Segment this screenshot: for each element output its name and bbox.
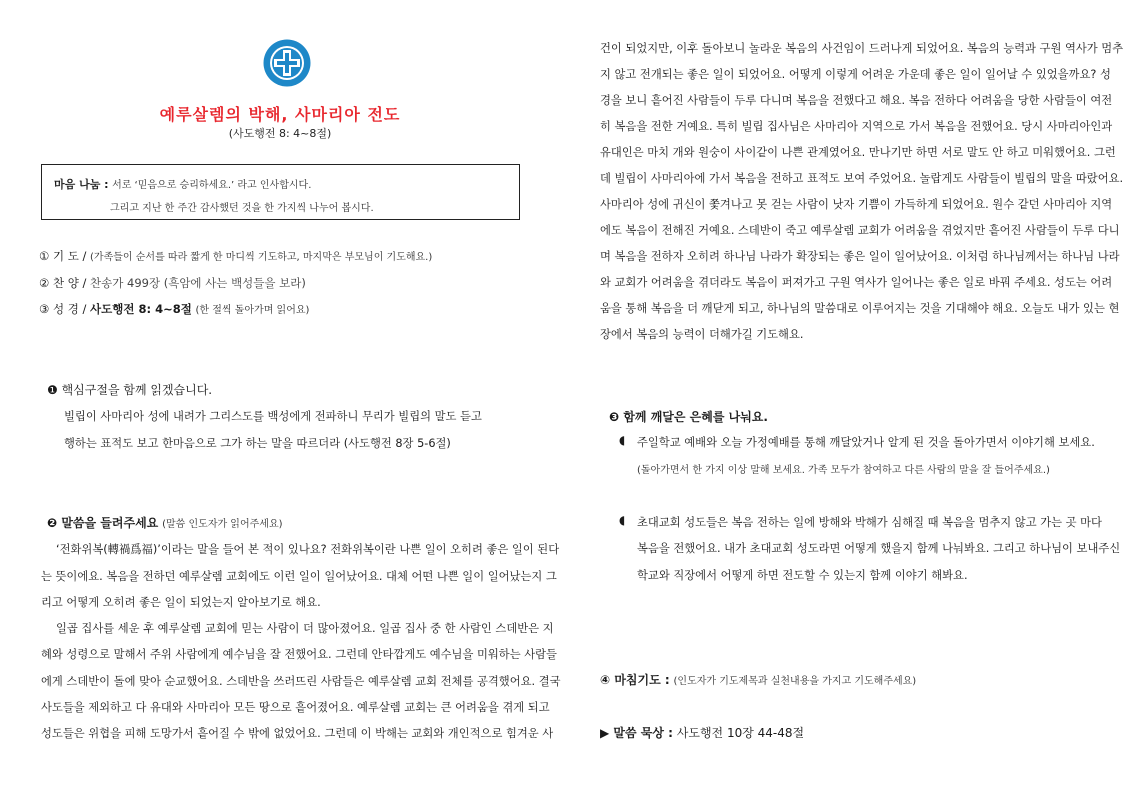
section3-question2-line: 초대교회 성도들은 복음 전하는 일에 방해와 박해가 심해질 때 복음을 멈추지 않고 가는 곳 마다 — [637, 516, 1102, 529]
section2-line: 사도들을 제외하고 다 유대와 사마리아 모든 땅으로 흩어졌어요. 예루살렘 교회는 큰 어려움을 겪게 되고 — [41, 701, 550, 714]
section2-right-line: 며 복음을 전하자 오히려 하나님 나라가 확장되는 좋은 일이 일어났어요. 이처럼 하나님께서는 하나님 나라 — [600, 250, 1120, 263]
order-scripture-label: ③ 성 경 / — [39, 302, 87, 316]
section2-right-line: 유대인은 마치 개와 원숭이 사이같이 나쁜 관계였어요. 만나기만 하면 서로 말도 안 하고 미워했어요. 그런 — [600, 146, 1116, 159]
page-title: 예루살렘의 박해, 사마리아 전도 — [159, 105, 401, 124]
section1-line2: 행하는 표적도 보고 한마음으로 그가 하는 말을 따르더라 (사도행전 8장 5-6절) — [64, 437, 451, 450]
scripture-reference: (사도행전 8: 4~8절) — [228, 127, 332, 140]
order-hymn-text: 찬송가 499장 (흑암에 사는 백성들을 보라) — [90, 276, 306, 290]
order-scripture — [39, 301, 309, 317]
order-hymn — [39, 275, 306, 291]
heart-sharing-text2: 그리고 지난 한 주간 감사했던 것을 한 가지씩 나누어 봅시다. — [110, 203, 374, 214]
section2-line: 성도들은 위협을 피해 도망가서 흩어질 수 밖에 없었어요. 그런데 이 박해는 교회와 개인적으로 힘겨운 사 — [41, 727, 554, 740]
section3-question1: 주일학교 예배와 오늘 가정예배를 통해 깨달았거나 알게 된 것을 돌아가면서 이야기해 보세요. — [637, 436, 1095, 449]
order-prayer — [39, 248, 432, 264]
section2-right-line: 건이 되었지만, 이후 돌아보니 놀라운 복음의 사건임이 드러나게 되었어요. 복음의 능력과 구원 역사가 멈추 — [600, 42, 1123, 55]
section2-line: 일곱 집사를 세운 후 예루살렘 교회에 믿는 사람이 더 많아졌어요. 일곱 집사 중 한 사람인 스데반은 지 — [56, 622, 554, 635]
section2-heading: ❷ 말씀을 들려주세요 — [47, 516, 159, 530]
section3-question2-line: 복음을 전했어요. 내가 초대교회 성도라면 어떻게 했을지 함께 나눠봐요. 그리고 하나님이 보내주신 — [637, 542, 1121, 555]
heart-sharing-line1 — [54, 176, 311, 192]
meditation-text: 사도행전 10장 44-48절 — [676, 726, 805, 740]
section2-right-line: 사마리아 성에 귀신이 쫓겨나고 못 걷는 사람이 낫자 기쁨이 가득하게 되었어요. 원수 같던 사마리아 지역 — [600, 198, 1113, 211]
section2-line: 는 뜻이에요. 복음을 전하던 예루살렘 교회에도 이런 일이 일어났어요. 대체 어떤 나쁜 일이 일어났는지 그 — [41, 570, 557, 583]
section2-note: (말씀 인도자가 읽어주세요) — [162, 519, 283, 530]
section2-line: 에게 스데반이 돌에 맞아 순교했어요. 스데반을 쓰러뜨린 사람들은 예루살렘 교회 전체를 공격했어요. 결국 — [41, 675, 561, 688]
section1-line1: 빌립이 사마리아 성에 내려가 그리스도를 백성에게 전파하니 무리가 빌립의 말도 듣고 — [64, 410, 482, 423]
section2-right-line: 움을 통해 복음을 더 깨닫게 되고, 하나님의 말씀대로 이루어지는 것을 기대해야 해요. 오늘도 내가 있는 현 — [600, 302, 1120, 315]
closing-prayer-text: (인도자가 기도제목과 실천내용을 가지고 기도해주세요) — [673, 676, 917, 687]
heart-sharing-label: 마음 나눔 : — [54, 178, 109, 191]
bullet-icon: ◖ — [619, 433, 626, 447]
section3-question1-note: (돌아가면서 한 가지 이상 말해 보세요. 가족 모두가 참여하고 다른 사람의 말을 잘 들어주세요.) — [637, 465, 1050, 476]
section2-right-line: 지 않고 전개되는 좋은 일이 되었어요. 어떻게 이렇게 어려운 가운데 좋은 일이 일어날 수 있었을까요? 성 — [600, 68, 1111, 81]
section2-line: 혜와 성령으로 말해서 주위 사람에게 예수님을 잘 전했어요. 그런데 안타깝게도 예수님을 미워하는 사람들 — [41, 648, 557, 661]
section3-heading: ❸ 함께 깨달은 은혜를 나눠요. — [609, 410, 768, 424]
section2-right-line: 데 빌립이 사마리아에 가서 복음을 전하고 표적도 보여 주었어요. 놀랍게도 사람들이 빌립의 말을 따랐어요. — [600, 172, 1123, 185]
order-prayer-label: ① 기 도 / — [39, 249, 87, 263]
order-scripture-ref: 사도행전 8: 4~8절 — [90, 302, 192, 316]
meditation — [600, 724, 804, 741]
closing-prayer — [600, 671, 916, 688]
order-prayer-text: (가족들이 순서를 따라 짧게 한 마디씩 기도하고, 마지막은 부모님이 기도해요.) — [90, 252, 433, 263]
section2-right-line: 경을 보니 흩어진 사람들이 두루 다니며 복음을 전했다고 해요. 복음 전하다 어려움을 당한 사람들이 여전 — [600, 94, 1113, 107]
heart-sharing-text1: 서로 ‘믿음으로 승리하세요.’ 라고 인사합시다. — [112, 180, 312, 191]
order-scripture-text: (한 절씩 돌아가며 읽어요) — [195, 305, 310, 316]
bullet-icon: ◖ — [619, 513, 626, 527]
section1-heading: ❶ 핵심구절을 함께 읽겠습니다. — [47, 383, 213, 397]
church-logo-icon — [262, 38, 312, 88]
meditation-label: ▶ 말씀 묵상 : — [600, 726, 673, 740]
section2-line: ‘전화위복(轉禍爲福)’이라는 말을 들어 본 적이 있나요? 전화위복이란 나쁜 일이 오히려 좋은 일이 된다 — [56, 543, 560, 556]
section3-question2-line: 학교와 직장에서 어떻게 하면 전도할 수 있는지 함께 이야기 해봐요. — [637, 569, 968, 582]
section2-right-line: 히 복음을 전한 거예요. 특히 빌립 집사님은 사마리아 지역으로 가서 복음을 전했어요. 당시 사마리아인과 — [600, 120, 1113, 133]
order-hymn-label: ② 찬 양 / — [39, 276, 87, 290]
section2-right-line: 와 교회가 어려움을 겪더라도 복음이 퍼져가고 구원 역사가 일어나는 좋은 일로 바꿔 주세요. 성도는 어려 — [600, 276, 1113, 289]
section2-line: 리고 어떻게 오히려 좋은 일이 되었는지 알아보기로 해요. — [41, 596, 321, 609]
closing-prayer-label: ④ 마침기도 : — [600, 673, 670, 687]
section2-right-line: 장에서 복음의 능력이 더해가길 기도해요. — [600, 328, 804, 341]
section2-heading-row — [47, 514, 283, 531]
section2-right-line: 에도 복음이 전해진 거예요. 스데반이 죽고 예루살렘 교회가 어려움을 겪었지만 흩어진 사람들이 두루 다니 — [600, 224, 1120, 237]
